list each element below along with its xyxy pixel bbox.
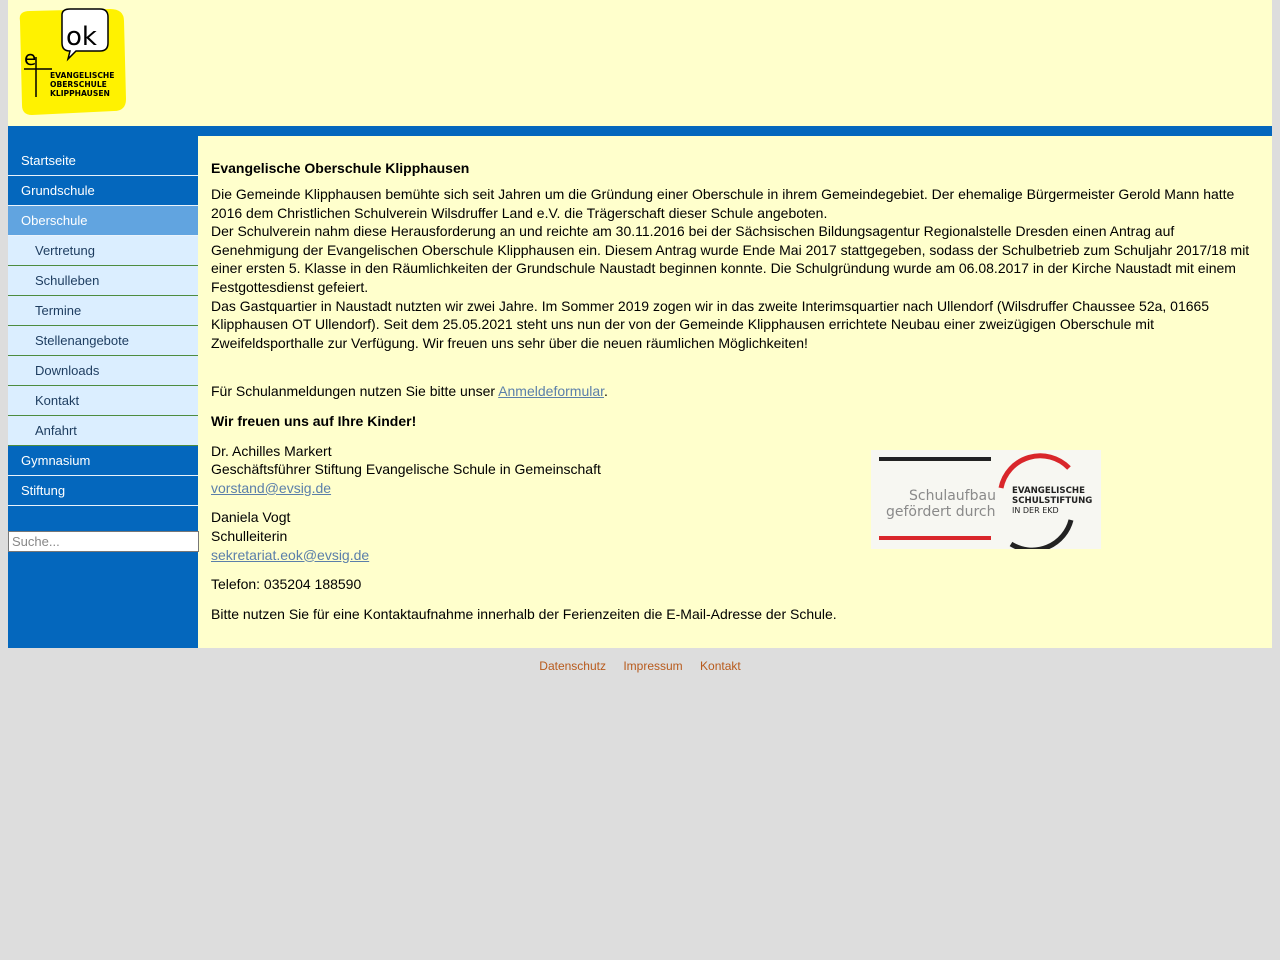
contact-1-name: Dr. Achilles Markert — [211, 442, 332, 459]
subnav-item-termine[interactable]: Termine — [8, 296, 198, 326]
contact-1-role: Geschäftsführer Stiftung Evangelische Schule in Gemeinschaft — [211, 461, 601, 478]
holiday-note: Bitte nutzen Sie für eine Kontaktaufnahme innerhalb der Ferienzeiten die E-Mail-Adresse der Schule. — [211, 605, 837, 622]
nav-item-gymnasium[interactable]: Gymnasium — [8, 446, 198, 476]
subnav-item-downloads[interactable]: Downloads — [8, 356, 198, 386]
nav-item-oberschule[interactable]: Oberschule — [8, 206, 198, 236]
history-paragraph-2: Der Schulverein nahm diese Herausforderung an und reichte am 30.11.2016 bei der Sächsischen Bildungsagentur Regionalstelle Dresden einen Antrag auf Genehmigung der Evangelischen Oberschule Klipphausen ein. Diesem Antrag wurde Ende Mai 2017 stattgegeben, sodass der Schulbetrieb zum Schuljahr 2017/18 mit einer ersten 5. Klasse in den Räumlichkeiten der Grundschule Naustadt beginnen konnte. Die Schulgründung wurde am 06.08.2017 in der Kirche Naustadt mit einem Festgottesdienst gefeiert. — [211, 223, 1250, 295]
sponsor-org-2: SCHULSTIFTUNG — [1012, 496, 1093, 506]
school-logo[interactable] — [14, 7, 126, 115]
main-nav — [8, 146, 198, 506]
contact-1-email-link[interactable]: vorstand@evsig.de — [211, 479, 332, 496]
main-area — [8, 136, 1272, 648]
contact-2-role: Schulleiterin — [211, 527, 288, 544]
logo-mark-text: ok — [66, 22, 97, 52]
contact-block-2 — [211, 508, 1259, 564]
logo-line-3: KLIPPHAUSEN — [50, 89, 110, 98]
sponsor-org-1: EVANGELISCHE — [1012, 486, 1085, 496]
registration-form-link[interactable]: Anmeldeformular — [498, 383, 605, 400]
footer-link-impressum[interactable]: Impressum — [623, 659, 683, 673]
contact-2-email-link[interactable]: sekretariat.eok@evsig.de — [211, 546, 370, 563]
history-paragraph-3: Das Gastquartier in Naustadt nutzten wir zwei Jahre. Im Sommer 2019 zogen wir in das zweite Interimsquartier nach Ullendorf (Wilsdruffer Chaussee 52a, 01665 Klipphausen OT Ullendorf). Seit dem 25.05.2021 steht uns nun der von der Gemeinde Klipphausen errichtete Neubau einer zweizügigen Oberschule mit Zweifeldsporthalle zur Verfügung. Wir freuen uns sehr über die neuen räumlichen Möglichkeiten! — [211, 297, 1210, 351]
sponsor-text-2: gefördert durch — [886, 504, 996, 520]
registration-prefix: Für Schulanmeldungen nutzen Sie bitte unser — [211, 383, 499, 400]
logo-line-1: EVANGELISCHE — [50, 71, 115, 80]
sponsor-logo — [871, 450, 1101, 549]
contact-2-name: Daniela Vogt — [211, 509, 291, 526]
svg-text:e: e — [24, 46, 37, 70]
nav-item-grundschule[interactable]: Grundschule — [8, 176, 198, 206]
subnav-item-vertretung[interactable]: Vertretung — [8, 236, 198, 266]
sponsor-text-1: Schulaufbau — [909, 488, 996, 504]
footer-link-kontakt[interactable]: Kontakt — [700, 659, 741, 673]
nav-item-startseite[interactable]: Startseite — [8, 146, 198, 176]
page-title: Evangelische Oberschule Klipphausen — [211, 160, 470, 176]
sidebar — [8, 136, 198, 648]
search-input[interactable] — [8, 531, 199, 552]
phone-text: Telefon: 035204 188590 — [211, 576, 362, 593]
site-header — [8, 0, 1272, 126]
subnav-item-stellenangebote[interactable]: Stellenangebote — [8, 326, 198, 356]
registration-text — [211, 382, 1259, 401]
subnav-item-kontakt[interactable]: Kontakt — [8, 386, 198, 416]
header-divider — [8, 126, 1272, 136]
logo-line-2: OBERSCHULE — [50, 80, 107, 89]
history-paragraph-1: Die Gemeinde Klipphausen bemühte sich seit Jahren um die Gründung einer Oberschule in ihrem Gemeindegebiet. Der ehemalige Bürgermeister Gerold Mann hatte 2016 dem Christlichen Schulverein Wilsdruffer Land e.V. die Trägerschaft dieser Schule angeboten. — [211, 186, 1235, 221]
nav-item-stiftung[interactable]: Stiftung — [8, 476, 198, 506]
contact-block-1 — [211, 442, 1259, 498]
main-content — [198, 136, 1272, 648]
subnav-item-anfahrt[interactable]: Anfahrt — [8, 416, 198, 446]
page-wrapper — [8, 0, 1272, 673]
history-text — [211, 185, 1259, 352]
footer-link-datenschutz[interactable]: Datenschutz — [539, 659, 606, 673]
subnav-item-schulleben[interactable]: Schulleben — [8, 266, 198, 296]
welcome-text: Wir freuen uns auf Ihre Kinder! — [211, 412, 417, 429]
site-footer — [8, 648, 1272, 673]
sponsor-org-3: IN DER EKD — [1012, 506, 1059, 515]
registration-suffix: . — [604, 383, 608, 400]
